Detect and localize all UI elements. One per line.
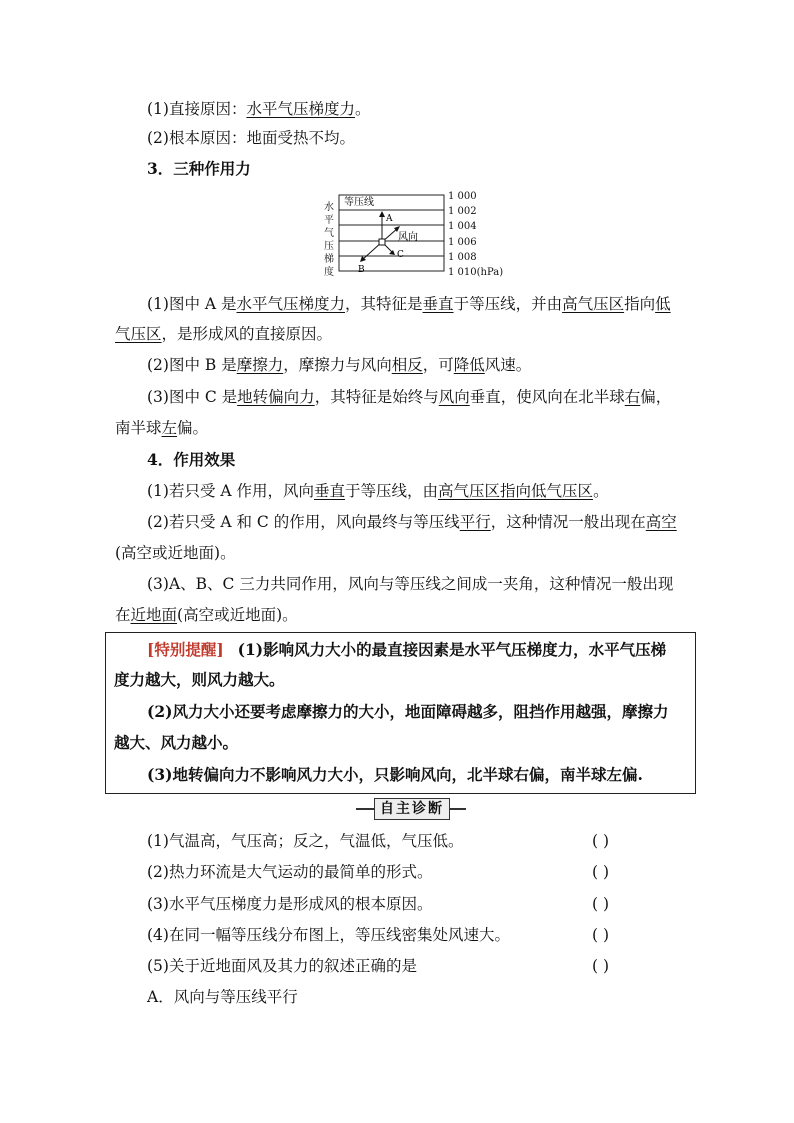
direct-cause-answer: 水平气压梯度力 [246,100,355,118]
reminder-line-5: (3)地转偏向力不影响风力大小，只影响风向，北半球右偏，南半球左偏. [147,765,643,784]
effect-2-line-2: (高空或近地面)。 [115,544,236,562]
answer-blank: 降低 [453,356,485,374]
text: (高空或近地面)。 [177,606,298,624]
isobar-legend: 等压线 [344,197,374,208]
text: 偏。 [177,419,209,437]
answer-blank: 摩擦力 [236,356,284,374]
y-label-char: 平 [324,215,334,226]
answer-blank: 垂直 [422,295,454,313]
answer-blank: 高空 [645,513,677,531]
pressure-label: 1 002 [448,206,477,217]
answer-bracket[interactable]: ( ) [592,895,610,913]
force-a-line-2 [115,323,332,345]
text: 垂直，使风向在北半球 [469,388,625,406]
text: ，这种情况一般出现在 [490,513,646,531]
wind-label: 风向 [398,232,418,243]
self-diagnosis-header [356,797,466,821]
air-parcel-marker [379,239,385,245]
text: 指向 [624,295,656,313]
answer-blank: 低 [655,295,671,313]
force-a-line-1 [147,293,671,315]
answer-blank: 高气压区 [562,295,625,313]
text: 风速。 [484,356,532,374]
text: (1)影响风力大小的最直接因素是水平气压梯度力，水平气压梯 [237,640,667,659]
punct: 。 [354,100,371,118]
answer-blank: 高气压区指向低气压区 [438,482,594,500]
root-cause-line: (2)根本原因：地面受热不均。 [147,129,355,147]
y-label-char: 水 [324,202,334,213]
text: 偏， [640,388,672,406]
reminder-line-2: 度力越大，则风力越大。 [114,670,285,689]
force-c-arrowhead [389,250,395,255]
force-a-arrowhead [379,211,385,217]
effect-3-line-2 [115,604,298,626]
answer-bracket[interactable]: ( ) [592,926,610,944]
text: 于等压线，由 [345,482,439,500]
diagnosis-item-1: (1)气温高，气压高；反之，气温低，气压低。 [147,832,464,850]
text: (3)图中 C 是 [147,388,238,406]
force-c-line-1 [147,386,671,408]
text: 。 [593,482,609,500]
text: ，其特征是 [345,295,423,313]
point-b-label: B [358,265,365,275]
diagnosis-item-4: (4)在同一幅等压线分布图上，等压线密集处风速大。 [147,926,510,944]
force-b-line [147,354,531,376]
option-a: A．风向与等压线平行 [147,988,298,1006]
y-label-char: 梯 [324,254,334,265]
diagnosis-item-2: (2)热力环流是大气运动的最简单的形式。 [147,863,433,881]
text: 南半球 [115,419,162,437]
text: (1)图中 A 是 [147,295,237,313]
text: ，是形成风的直接原因。 [161,325,333,343]
answer-bracket[interactable]: ( ) [592,863,610,881]
reminder-tag: [特别提醒] [147,640,224,659]
answer-blank: 平行 [459,513,491,531]
force-c-line-2 [115,417,208,439]
text: 于等压线，并由 [453,295,563,313]
answer-bracket[interactable]: ( ) [592,957,610,975]
reminder-line-4: 越大、风力越小。 [114,733,239,752]
y-label-char: 气 [324,228,334,239]
pressure-label: 1 000 [448,191,477,202]
text: (1)若只受 A 作用，风向 [147,482,315,500]
direct-cause-line [147,98,371,120]
text: ，可 [422,356,454,374]
diagnosis-item-3: (3)水平气压梯度力是形成风的根本原因。 [147,895,433,913]
section-3-title: 3．三种作用力 [147,159,251,178]
y-label-char: 压 [324,241,334,252]
text: ，其特征是始终与 [314,388,439,406]
answer-blank: 近地面 [130,606,178,624]
answer-bracket[interactable]: ( ) [592,832,610,850]
reminder-line-3: (2)风力大小还要考虑摩擦力的大小，地面障碍越多，阻挡作用越强，摩擦力 [147,702,669,721]
answer-blank: 风向 [438,388,470,406]
y-label-char: 度 [324,267,334,278]
reminder-line-1 [147,639,666,661]
point-c-label: C [397,250,404,260]
answer-blank: 地转偏向力 [237,388,315,406]
effect-1-line [147,480,609,502]
answer-blank: 气压区 [115,325,162,343]
pressure-label: 1 010(hPa) [448,267,504,278]
isobar-diagram [318,190,518,282]
effect-2-line-1 [147,511,677,533]
answer-blank: 相反 [391,356,423,374]
text: (2)图中 B 是 [147,356,237,374]
section-4-title: 4．作用效果 [147,450,236,469]
point-a-label: A [386,214,393,224]
answer-blank: 右 [624,388,641,406]
pressure-label: 1 006 [448,237,477,248]
pressure-label: 1 008 [448,252,477,263]
text: ，摩擦力与风向 [283,356,392,374]
answer-blank: 左 [161,419,178,437]
direct-cause-prefix: (1)直接原因： [147,100,247,118]
self-diagnosis-title: 自主诊断 [374,798,450,820]
text: (2)若只受 A 和 C 的作用，风向最终与等压线 [147,513,460,531]
answer-blank: 垂直 [314,482,346,500]
pressure-label: 1 004 [448,221,477,232]
answer-blank: 水平气压梯度力 [236,295,346,313]
effect-3-line-1: (3)A、B、C 三力共同作用，风向与等压线之间成一夹角，这种情况一般出现 [147,575,674,593]
diagnosis-item-5: (5)关于近地面风及其力的叙述正确的是 [147,957,417,975]
text: 在 [115,606,131,624]
